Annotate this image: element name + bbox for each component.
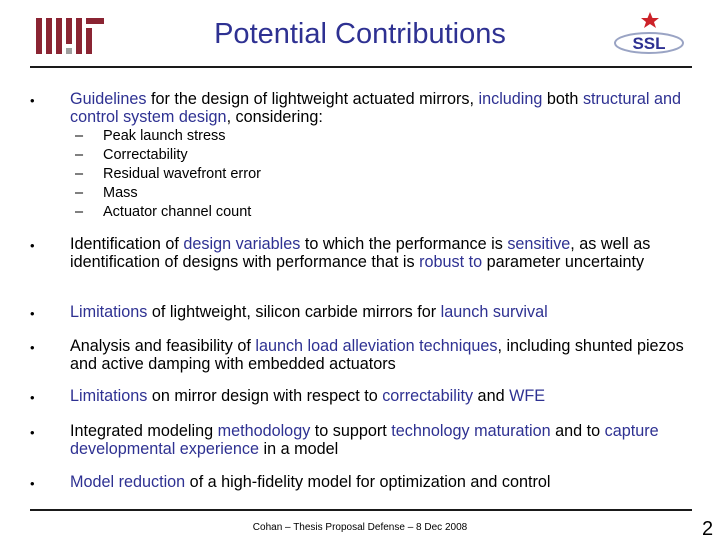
sub-item: Actuator channel count xyxy=(103,204,252,220)
footer-text: Cohan – Thesis Proposal Defense – 8 Dec 2008 xyxy=(252,522,468,533)
highlighted-text: sensitive xyxy=(507,235,571,253)
highlighted-text: Limitations xyxy=(70,303,148,321)
text-segment: both xyxy=(542,90,583,108)
highlighted-text: robust to xyxy=(419,252,483,271)
highlighted-text: design variables xyxy=(183,235,301,253)
text-segment: , as well as identification of designs with performance that is xyxy=(70,235,651,271)
text-segment: of a high-fidelity model for optimization and control xyxy=(185,473,551,491)
bullet-marker: • xyxy=(30,238,35,253)
bullet-marker: • xyxy=(30,390,35,405)
svg-text:SSL: SSL xyxy=(632,34,666,53)
text-segment: to which the performance is xyxy=(300,235,508,253)
text-segment: Identification of xyxy=(70,235,184,253)
bullet-marker: • xyxy=(30,340,35,355)
highlighted-text: capture developmental experience xyxy=(70,422,659,458)
highlighted-text: WFE xyxy=(509,387,546,405)
highlighted-text: Guidelines xyxy=(70,90,147,108)
bullet-marker: • xyxy=(30,476,35,491)
text-segment: , considering: xyxy=(226,107,323,126)
bullet-marker: • xyxy=(30,425,35,440)
highlighted-text: Limitations xyxy=(70,387,148,405)
bullet-item xyxy=(70,304,690,322)
text-segment: for the design of lightweight actuated mirrors, xyxy=(146,90,479,108)
bullet-marker: • xyxy=(30,306,35,321)
bullet-item xyxy=(70,338,690,373)
footer-rule xyxy=(30,509,692,511)
bullet-item xyxy=(70,388,690,406)
text-segment: , including shunted piezos and active damping with embedded actuators xyxy=(70,337,684,373)
page-number: 2 xyxy=(702,518,714,540)
dash-marker: – xyxy=(75,166,84,182)
bullet-item xyxy=(70,474,690,492)
page-title: Potential Contributions xyxy=(214,18,506,50)
bullet-marker: • xyxy=(30,93,35,108)
dash-marker: – xyxy=(75,147,84,163)
bullet-item xyxy=(70,423,690,458)
text-segment: to support xyxy=(310,422,392,440)
sub-item: Mass xyxy=(103,185,138,201)
dash-marker: – xyxy=(75,128,84,144)
highlighted-text: including xyxy=(478,90,543,108)
dash-marker: – xyxy=(75,204,84,220)
text-segment: in a model xyxy=(258,439,339,458)
sub-item: Correctability xyxy=(103,147,188,163)
bullet-item xyxy=(70,91,690,126)
highlighted-text: launch load alleviation techniques xyxy=(255,337,498,355)
text-segment: Analysis and feasibility of xyxy=(70,337,256,355)
text-segment: and xyxy=(473,387,510,405)
text-segment: on mirror design with respect to xyxy=(147,387,383,405)
text-segment: Integrated modeling xyxy=(70,422,218,440)
sub-item: Residual wavefront error xyxy=(103,166,261,182)
ssl-logo xyxy=(612,10,686,60)
highlighted-text: technology maturation xyxy=(391,422,551,440)
highlighted-text: correctability xyxy=(382,387,474,405)
bullet-item xyxy=(70,236,690,271)
highlighted-text: launch survival xyxy=(440,303,548,321)
sub-item: Peak launch stress xyxy=(103,128,226,144)
text-segment: parameter uncertainty xyxy=(482,252,645,271)
highlighted-text: methodology xyxy=(217,422,311,440)
text-segment: and to xyxy=(550,422,605,440)
highlighted-text: structural and control system design xyxy=(70,90,682,126)
dash-marker: – xyxy=(75,185,84,201)
text-segment: of lightweight, silicon carbide mirrors for xyxy=(147,303,441,321)
highlighted-text: Model reduction xyxy=(70,473,186,491)
title-rule xyxy=(30,66,692,68)
